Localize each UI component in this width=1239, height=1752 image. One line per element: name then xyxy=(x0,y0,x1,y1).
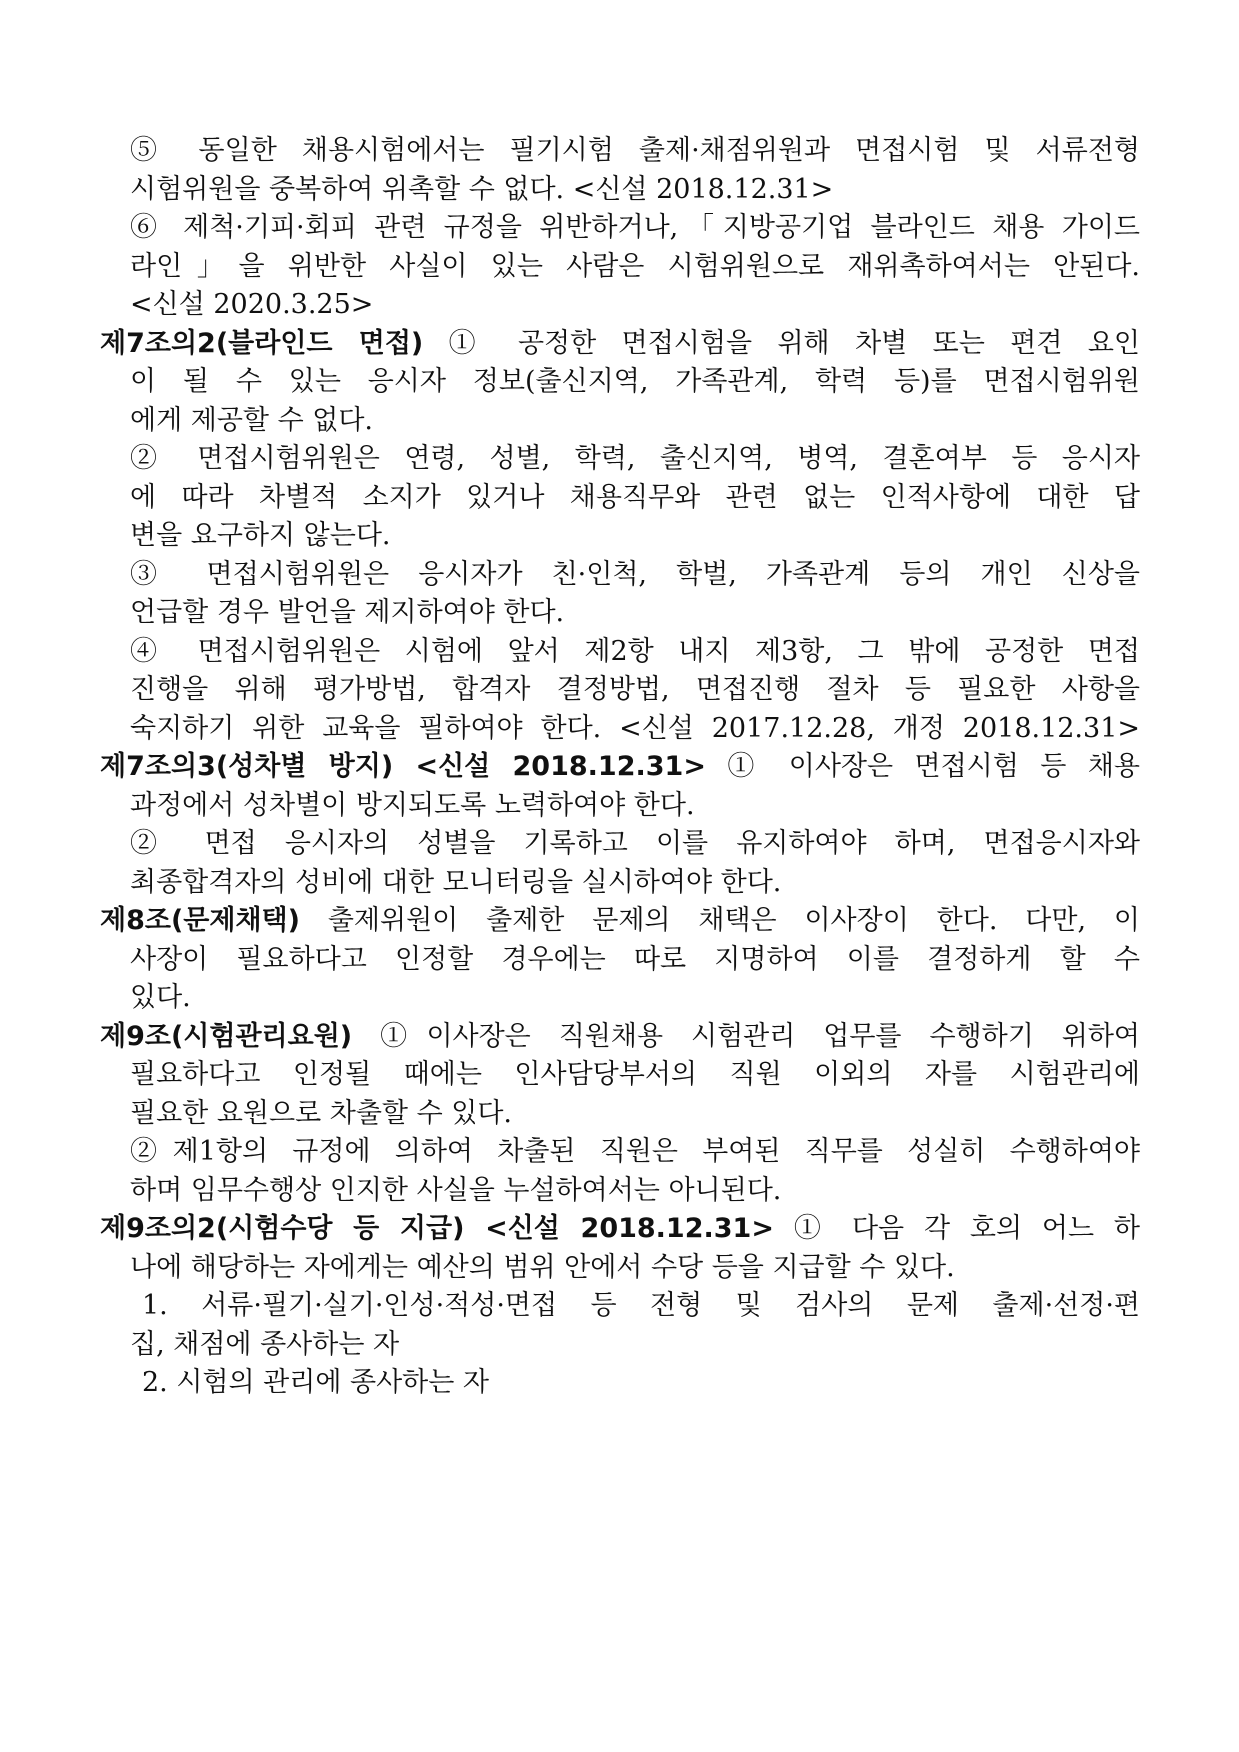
article-7-3 xyxy=(100,748,1140,902)
article-text: ①이사장은 직원채용 시험관리 업무를 수행하기 위하여 xyxy=(352,1020,1140,1052)
text-line: ⑥ 제척·기피·회피 관련 규정을 위반하거나,「지방공기업 블라인드 채용 가이드 xyxy=(130,212,1140,243)
text-line: ④ 면접시험위원은 시험에 앞서 제2항 내지 제3항, 그 밖에 공정한 면접 xyxy=(130,635,1140,667)
text-line: <신설 2020.3.25> xyxy=(130,289,374,320)
text-line: 언급할 경우 발언을 제지하여야 한다. xyxy=(130,597,565,628)
text-line: 하며 임무수행상 인지한 사실을 누설하여서는 아니된다. xyxy=(130,1174,782,1206)
article-text: 출제위원이 출제한 문제의 채택은 이사장이 한다. 다만, 이 xyxy=(299,905,1140,936)
text-line: 에게 제공할 수 없다. xyxy=(130,404,373,436)
text-line: ⑤ 동일한 채용시험에서는 필기시험 출제·채점위원과 면접시험 및 서류전형 xyxy=(130,135,1140,166)
text-line: 사장이 필요하다고 인정할 경우에는 따로 지명하여 이를 결정하게 할 수 xyxy=(130,943,1140,975)
article6-item-6 xyxy=(100,209,1140,325)
text-line: ②제1항의 규정에 의하여 차출된 직원은 부여된 직무를 성실히 수행하여야 xyxy=(130,1136,1140,1167)
article-first-line xyxy=(100,1210,1140,1249)
article-first-line xyxy=(100,325,1140,364)
article-9-2 xyxy=(100,1210,1140,1403)
text-line: ② 면접시험위원은 연령, 성별, 학력, 출신지역, 병역, 결혼여부 등 응시자 xyxy=(130,443,1140,474)
article-text: ① 다음 각 호의 어느 하 xyxy=(773,1213,1140,1244)
article-first-line xyxy=(100,1018,1140,1057)
article-text: ① 공정한 면접시험을 위해 차별 또는 편견 요인 xyxy=(423,327,1140,359)
article-heading: 제7조의2(블라인드 면접) xyxy=(100,327,424,359)
article-text: ① 이사장은 면접시험 등 채용 xyxy=(705,751,1140,782)
text-line: 과정에서 성차별이 방지되도록 노력하여야 한다. xyxy=(130,789,695,821)
article6-item-5 xyxy=(100,132,1140,209)
text-line: 최종합격자의 성비에 대한 모니터링을 실시하여야 한다. xyxy=(130,866,782,898)
text-line: 나에 해당하는 자에게는 예산의 범위 안에서 수당 등을 지급할 수 있다. xyxy=(130,1251,955,1283)
subitem-line: 집, 채점에 종사하는 자 xyxy=(130,1328,400,1360)
article-first-line xyxy=(100,748,1140,787)
text-line: 시험위원을 중복하여 위촉할 수 없다. <신설 2018.12.31> xyxy=(130,173,834,205)
subitem-line: 2. 시험의 관리에 종사하는 자 xyxy=(142,1367,489,1398)
article-heading: 제8조(문제채택) xyxy=(100,905,300,936)
subitem-line: 1. 서류·필기·실기·인성·적성·면접 등 전형 및 검사의 문제 출제·선정·편 xyxy=(142,1290,1140,1321)
article-heading: 제9조(시험관리요원) xyxy=(100,1020,353,1052)
article-heading: 제9조의2(시험수당 등 지급) <신설 2018.12.31> xyxy=(100,1213,774,1244)
text-line: 라인」을 위반한 사실이 있는 사람은 시험위원으로 재위촉하여서는 안된다. xyxy=(130,250,1140,282)
article-first-line xyxy=(100,902,1140,941)
regulation-document xyxy=(100,132,1140,1403)
article-heading: 제7조의3(성차별 방지) <신설 2018.12.31> xyxy=(100,751,706,782)
text-line: 변을 요구하지 않는다. xyxy=(130,520,391,551)
text-line: 필요한 요원으로 차출할 수 있다. xyxy=(130,1097,512,1129)
text-line: 이 될 수 있는 응시자 정보(출신지역, 가족관계, 학력 등)를 면접시험위원 xyxy=(130,366,1140,397)
text-line: 필요하다고 인정될 때에는 인사담당부서의 직원 이외의 자를 시험관리에 xyxy=(130,1059,1140,1090)
text-line: ③ 면접시험위원은 응시자가 친·인척, 학벌, 가족관계 등의 개인 신상을 xyxy=(130,558,1140,590)
article-9 xyxy=(100,1018,1140,1211)
text-line: 숙지하기 위한 교육을 필하여야 한다. <신설 2017.12.28, 개정 2018.12.31> xyxy=(130,712,1140,744)
text-line: 진행을 위해 평가방법, 합격자 결정방법, 면접진행 절차 등 필요한 사항을 xyxy=(130,674,1140,705)
text-line: 있다. xyxy=(130,982,191,1013)
text-line: 에 따라 차별적 소지가 있거나 채용직무와 관련 없는 인적사항에 대한 답 xyxy=(130,481,1140,513)
article-7-2 xyxy=(100,325,1140,749)
text-line: ② 면접 응시자의 성별을 기록하고 이를 유지하여야 하며, 면접응시자와 xyxy=(130,828,1140,859)
article-8 xyxy=(100,902,1140,1018)
